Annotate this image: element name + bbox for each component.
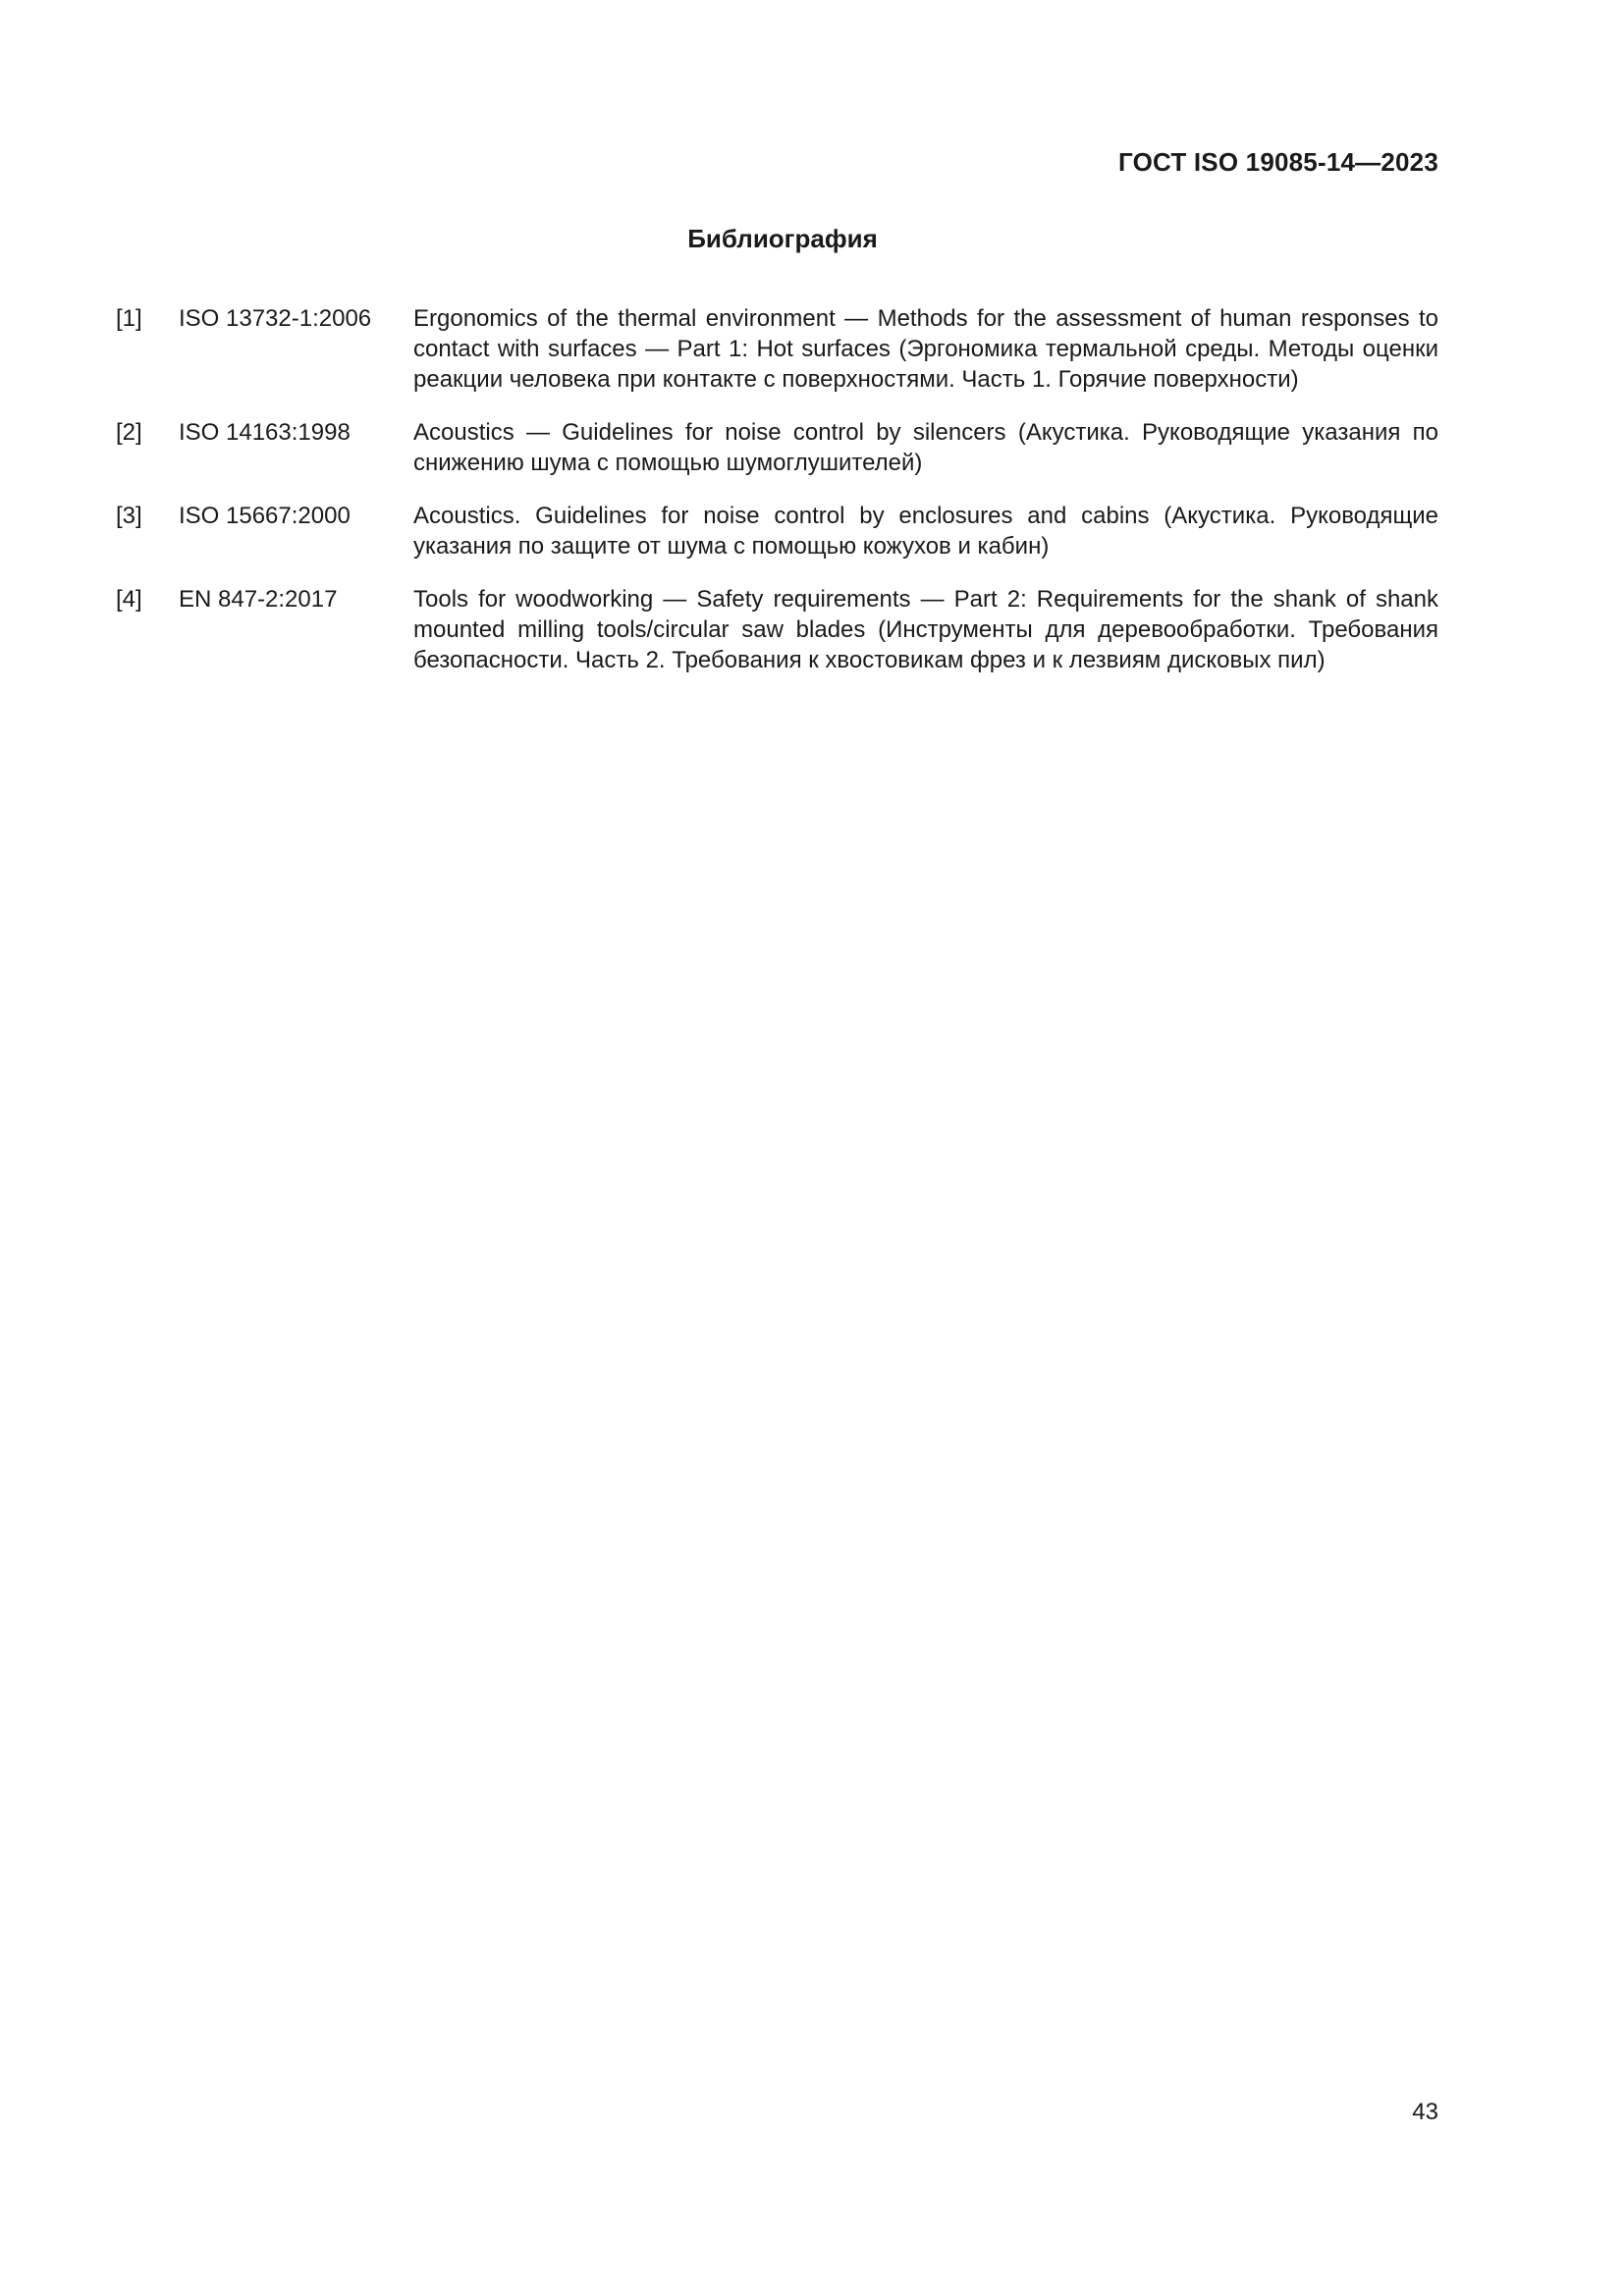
entry-number: [2] [116,419,142,446]
document-code: ГОСТ ISO 19085-14—2023 [1118,147,1438,177]
standard-title: Acoustics — Guidelines for noise control by silencers (Акустика. Руководящие указания по снижению шума с помощью шумоглушителей) [413,419,1438,476]
standard-code: ISO 13732-1:2006 [179,305,372,332]
standard-title: Ergonomics of the thermal environment — Methods for the assessment of human responses to contact with surfaces — Part 1: Hot surfaces (Эргономика термальной среды. Методы оценки реакции человека при контакте с поверхностями. Часть 1. Горячие поверхности) [413,305,1438,393]
page-number: 43 [1412,2099,1438,2125]
bibliography-list [116,303,1438,698]
standard-code: ISO 14163:1998 [179,419,351,446]
standard-title: Acoustics. Guidelines for noise control by enclosures and cabins (Акустика. Руководящие указания по защите от шума с помощью кожухов и кабин) [413,503,1438,560]
entry-number: [1] [116,305,142,332]
bibliography-entry [116,303,1438,395]
bibliography-entry [116,501,1438,561]
entry-number: [3] [116,503,142,529]
standard-title: Tools for woodworking — Safety requirements — Part 2: Requirements for the shank of shank mounted milling tools/circular saw blades (Инструменты для деревообработки. Требования безопасности. Часть 2. Требования к хвостовикам фрез и к лезвиям дисковых пил) [413,586,1438,673]
bibliography-entry [116,417,1438,478]
bibliography-entry [116,584,1438,675]
entry-number: [4] [116,586,142,613]
standard-code: ISO 15667:2000 [179,503,351,529]
standard-code: EN 847-2:2017 [179,586,338,613]
section-title: Библиография [687,224,878,253]
